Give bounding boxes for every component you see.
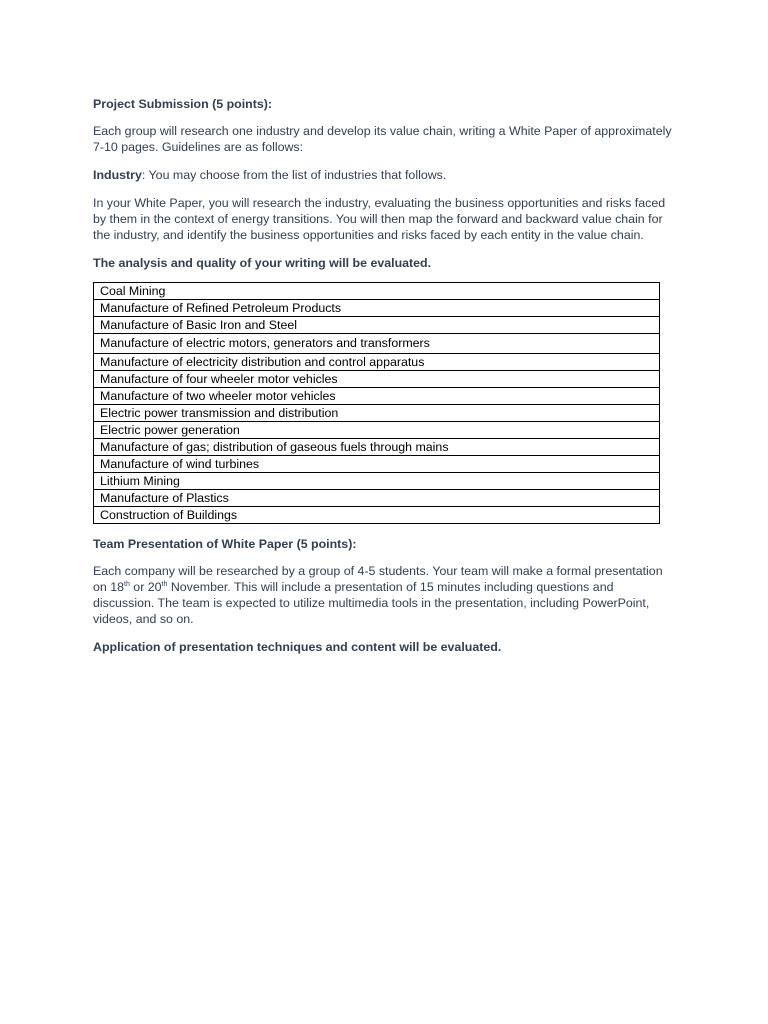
industry-cell: Coal Mining — [94, 283, 660, 300]
table-row — [94, 283, 660, 300]
table-row — [94, 456, 660, 473]
white-paper-paragraph: In your White Paper, you will research the industry, evaluating the business opportunities and risks faced by them in the context of energy transitions. You will then map the forward and backward value chain for the industry, and identify the business opportunities and risks faced by each entity in the value chain. — [93, 196, 666, 242]
table-row — [94, 354, 660, 371]
table-row — [94, 388, 660, 405]
table-row — [94, 507, 660, 524]
presentation-text-part1: Each company will be researched by a group of 4-5 students. Your team will make a formal presentation on 18 — [93, 564, 663, 594]
presentation-evaluation-note: Application of presentation techniques and content will be evaluated. — [93, 640, 502, 654]
industry-cell: Manufacture of wind turbines — [94, 456, 660, 473]
industry-cell: Manufacture of Refined Petroleum Products — [94, 300, 660, 317]
project-submission-intro: Each group will research one industry and develop its value chain, writing a White Paper of approximately 7-10 pages. Guidelines are as follows: — [93, 124, 672, 154]
table-row — [94, 422, 660, 439]
presentation-text-part3: November. This will include a presentation of 15 minutes including questions and discussion. The team is expected to utilize multimedia tools in the presentation, including PowerPoint, videos, and so on. — [93, 580, 650, 626]
team-presentation-paragraph — [93, 563, 673, 627]
industry-cell: Manufacture of two wheeler motor vehicles — [94, 388, 660, 405]
team-presentation-heading: Team Presentation of White Paper (5 points): — [93, 537, 357, 551]
industry-cell: Electric power transmission and distribution — [94, 405, 660, 422]
industry-term: Industry — [93, 168, 142, 182]
industry-text: : You may choose from the list of industries that follows. — [141, 168, 447, 182]
ordinal-suffix: th — [124, 580, 130, 588]
industry-cell: Construction of Buildings — [94, 507, 660, 524]
industries-table — [93, 282, 660, 524]
table-row — [94, 334, 660, 354]
ordinal-suffix: th — [161, 580, 168, 588]
table-row — [94, 439, 660, 456]
table-row — [94, 473, 660, 490]
table-row — [94, 371, 660, 388]
table-row — [94, 317, 660, 334]
project-submission-heading: Project Submission (5 points): — [93, 97, 272, 111]
industry-cell: Manufacture of electricity distribution and control apparatus — [94, 354, 660, 371]
industry-cell: Electric power generation — [94, 422, 660, 439]
presentation-text-part2: or 20 — [129, 580, 162, 594]
industry-cell: Manufacture of gas; distribution of gaseous fuels through mains — [94, 439, 660, 456]
writing-evaluation-note: The analysis and quality of your writing will be evaluated. — [93, 256, 432, 270]
industry-cell: Manufacture of electric motors, generators and transformers — [94, 334, 660, 354]
table-row — [94, 300, 660, 317]
industry-cell: Manufacture of four wheeler motor vehicles — [94, 371, 660, 388]
industry-cell: Lithium Mining — [94, 473, 660, 490]
document-page — [93, 96, 673, 666]
table-row — [94, 490, 660, 507]
industry-cell: Manufacture of Basic Iron and Steel — [94, 317, 660, 334]
industry-cell: Manufacture of Plastics — [94, 490, 660, 507]
industry-paragraph — [93, 167, 673, 183]
table-row — [94, 405, 660, 422]
